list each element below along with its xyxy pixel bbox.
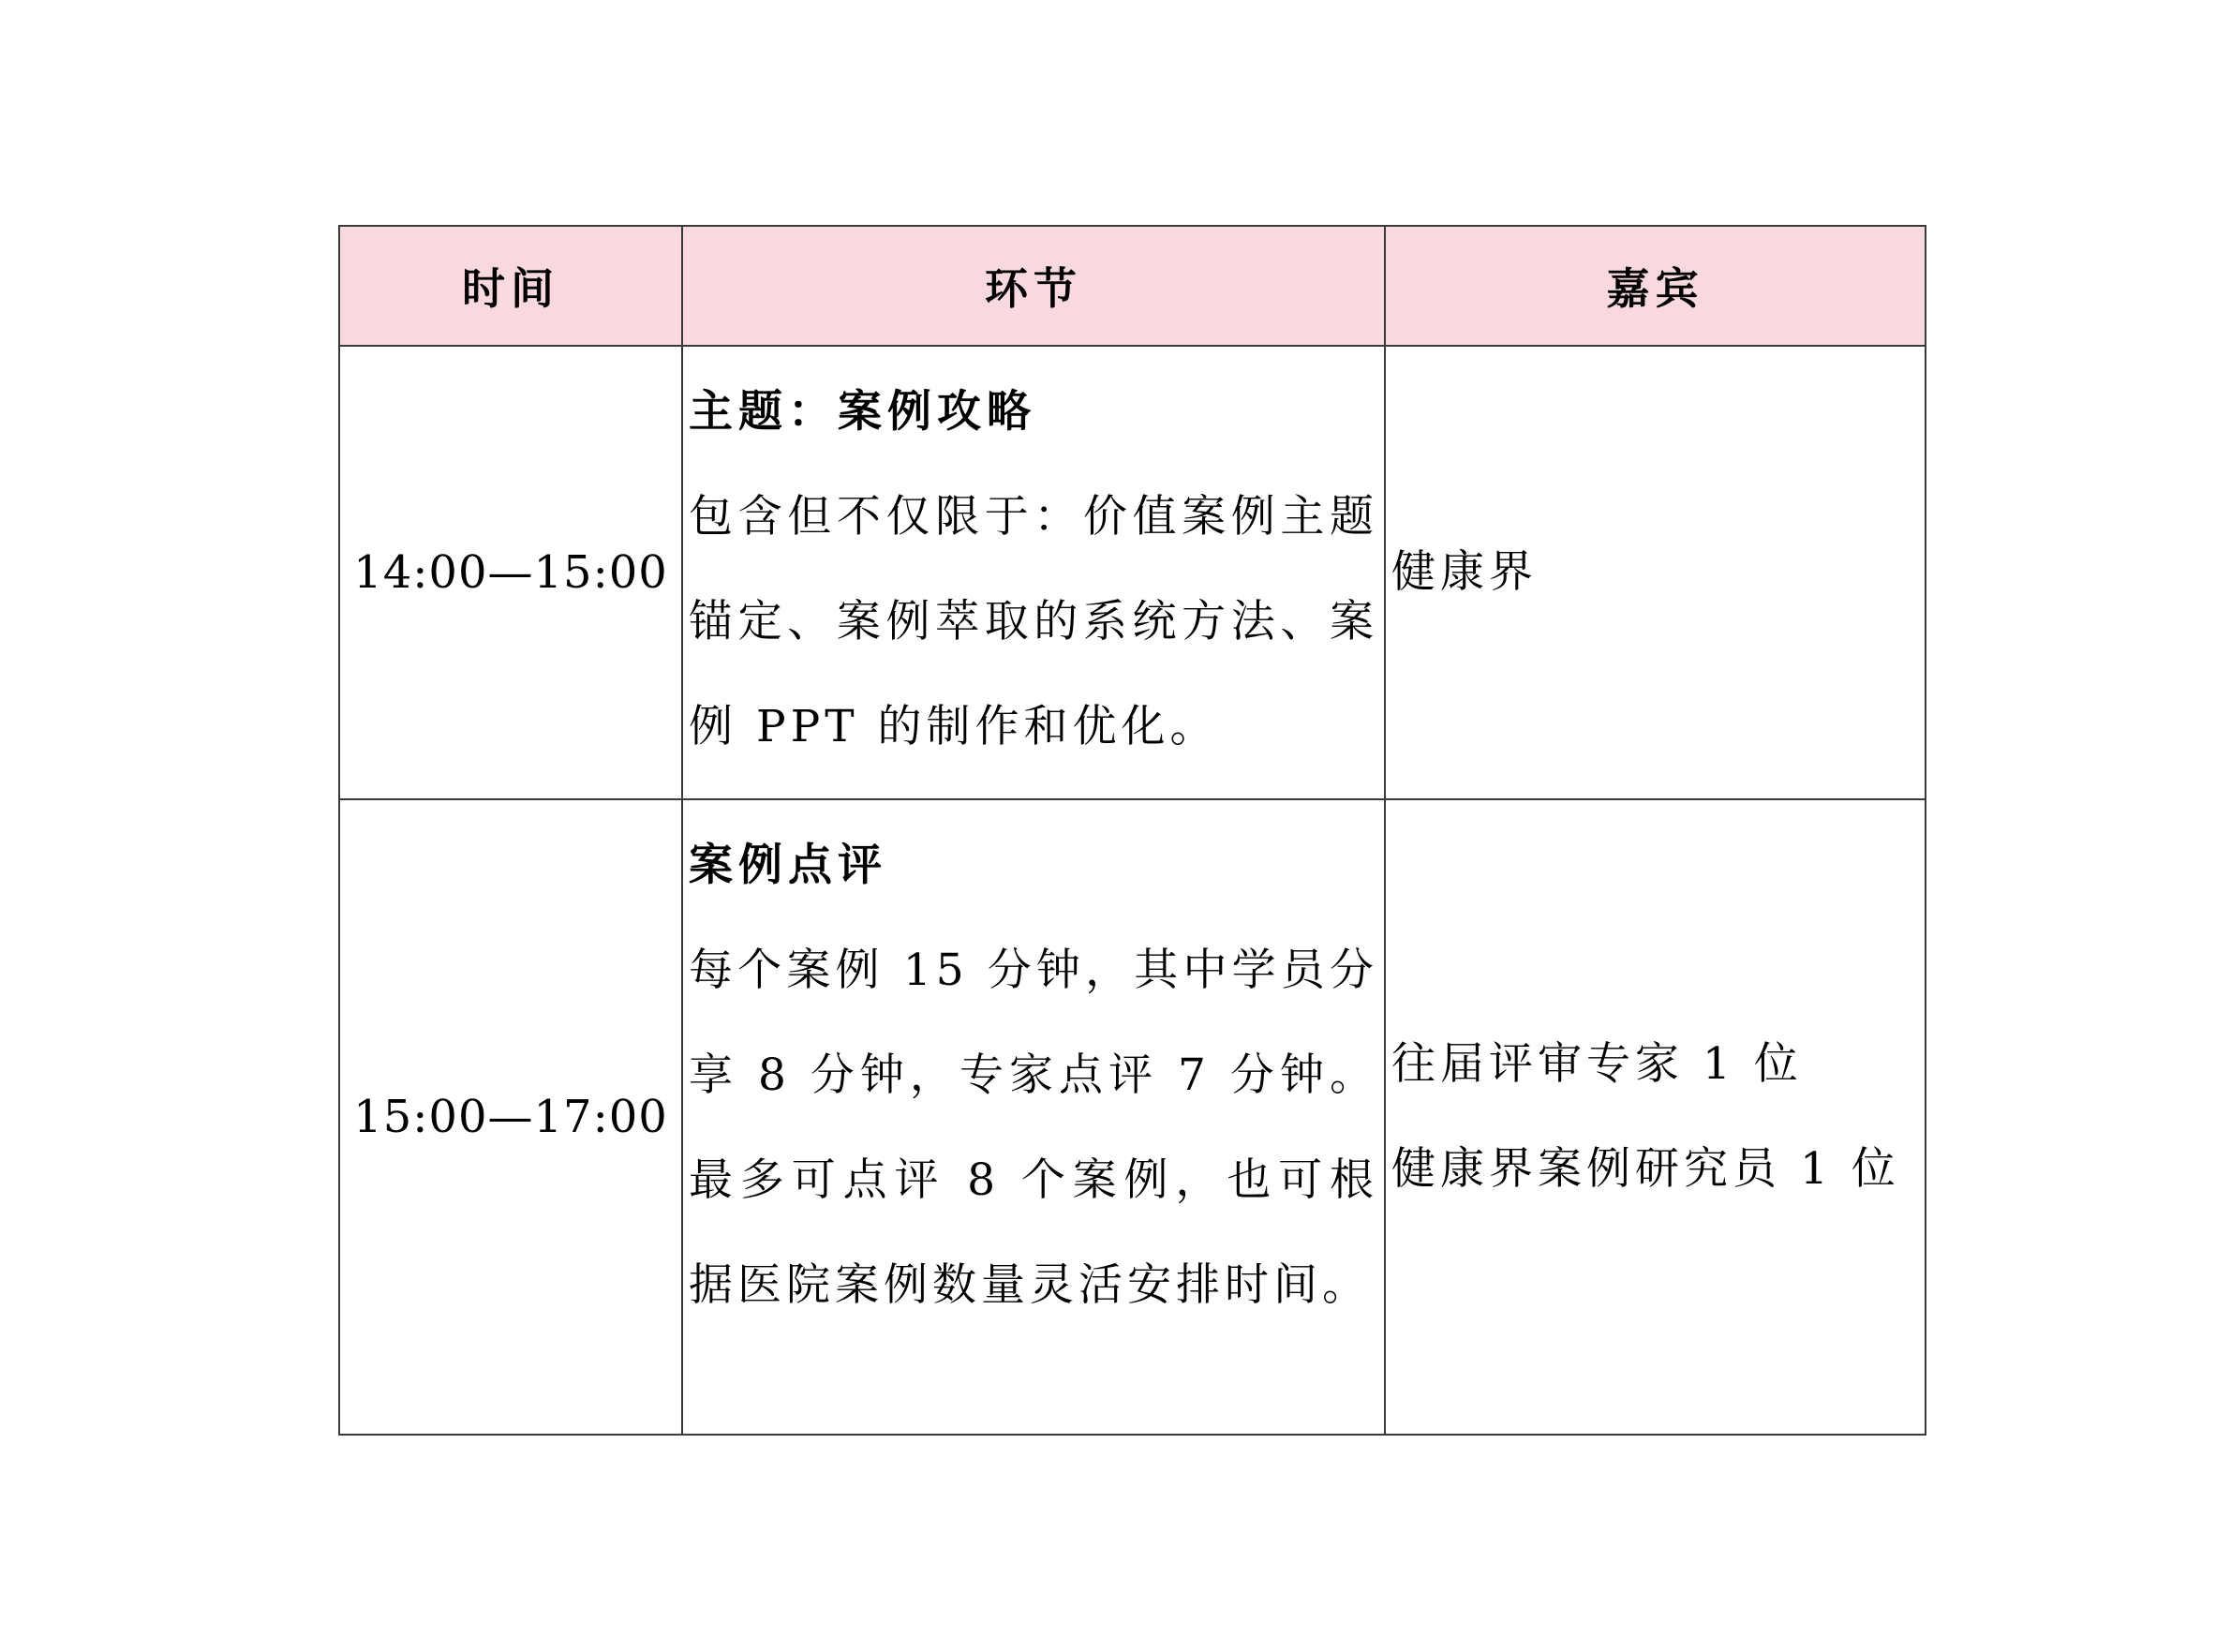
header-time: 时间 (339, 226, 682, 346)
table-header-row (339, 226, 1926, 346)
session-cell (682, 799, 1385, 1435)
guest-name: 健康界 (1391, 546, 1538, 598)
schedule-table (338, 225, 1926, 1436)
session-title: 案例点评 (689, 840, 887, 891)
session-cell (682, 346, 1385, 799)
guest-cell (1385, 799, 1926, 1435)
session-title: 主题：案例攻略 (689, 386, 1036, 438)
guest-cell (1385, 346, 1926, 799)
session-description: 每个案例 15 分钟，其中学员分享 8 分钟，专家点评 7 分钟。最多可点评 8 个案例，也可根据医院案例数量灵活安排时间。 (689, 945, 1378, 1311)
time-cell: 15:00—17:00 (339, 799, 682, 1435)
header-session: 环节 (682, 226, 1385, 346)
time-cell: 14:00—15:00 (339, 346, 682, 799)
guest-name: 健康界案例研究员 1 位 (1391, 1143, 1900, 1195)
table-row (339, 346, 1926, 799)
table-row (339, 799, 1926, 1435)
header-guests: 嘉宾 (1385, 226, 1926, 346)
session-description: 包含但不仅限于：价值案例主题锚定、案例萃取的系统方法、案例 PPT 的制作和优化。 (689, 491, 1378, 752)
guest-name: 往届评审专家 1 位 (1391, 1038, 1803, 1090)
